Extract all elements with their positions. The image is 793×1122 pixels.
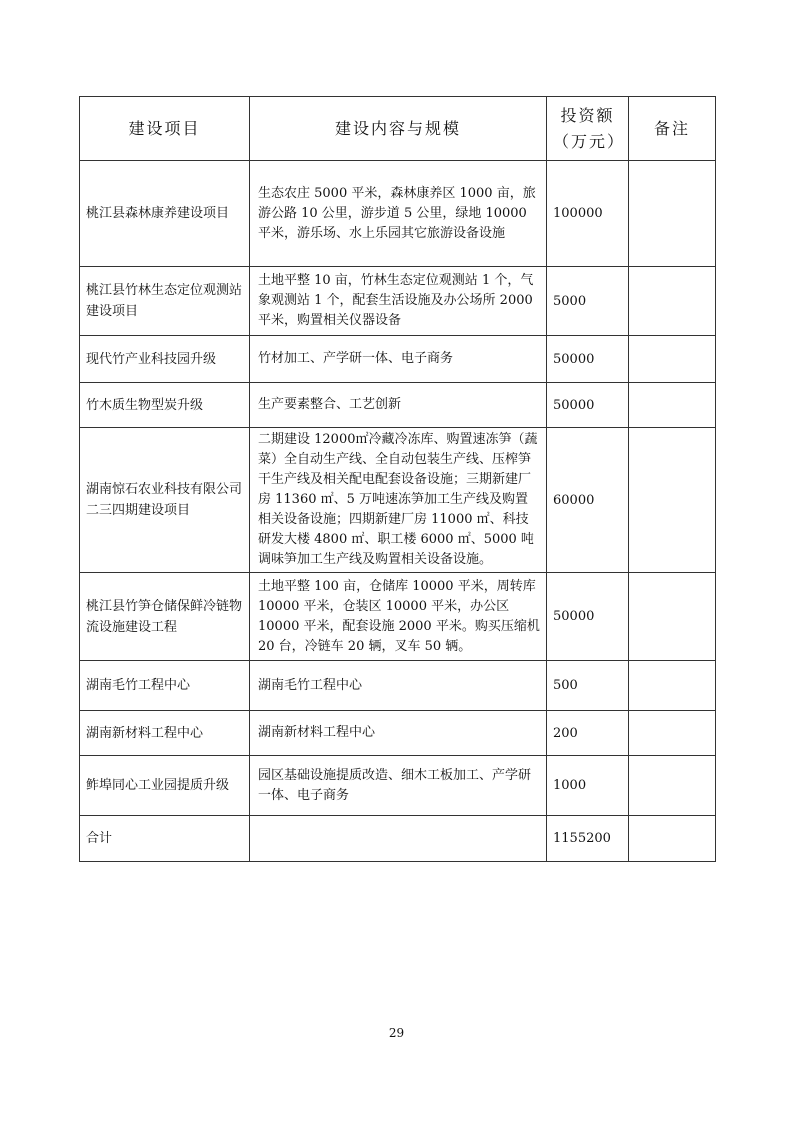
- cell-content: 生态农庄 5000 平米，森林康养区 1000 亩，旅游公路 10 公里，游步道 5 公里，绿地 10000 平米，游乐场、水上乐园其它旅游设备设施: [250, 161, 547, 267]
- cell-remarks: [629, 661, 716, 711]
- total-row: [80, 816, 716, 862]
- cell-content: 土地平整 100 亩，仓储库 10000 平米，周转库 10000 平米，仓装区 10000 平米，办公区 10000 平米，配套设施 2000 平米。购买压缩机 20 台，冷链车 20 辆，叉车 50 辆。: [250, 573, 547, 661]
- cell-investment: 1000: [547, 756, 629, 816]
- cell-investment: 60000: [547, 428, 629, 573]
- header-investment: [547, 97, 629, 161]
- page-number: 29: [388, 1026, 405, 1040]
- cell-content: 湖南新材料工程中心: [250, 711, 547, 756]
- cell-project: 桃江县森林康养建设项目: [80, 161, 250, 267]
- cell-content: 生产要素整合、工艺创新: [250, 383, 547, 428]
- cell-project: 鲊埠同心工业园提质升级: [80, 756, 250, 816]
- cell-investment: 50000: [547, 383, 629, 428]
- header-investment-line1: 投资额: [560, 105, 615, 125]
- cell-content: 二期建设 12000㎡冷藏冷冻库、购置速冻笋（蔬菜）全自动生产线、全自动包装生产线、压榨笋干生产线及相关配电配套设备设施；三期新建厂房 11360 ㎡、5 万吨速冻笋加工生产线及购置相关设备设施；四期新建厂房 11000 ㎡、科技研发大楼 4800 ㎡、职工楼 6000 ㎡、5000 吨调味笋加工生产线及购置相关设备设施。: [250, 428, 547, 573]
- table-row: [80, 756, 716, 816]
- cell-content: 竹材加工、产学研一体、电子商务: [250, 336, 547, 383]
- total-label: 合计: [80, 816, 250, 862]
- cell-remarks: [629, 267, 716, 336]
- cell-project: 桃江县竹林生态定位观测站建设项目: [80, 267, 250, 336]
- cell-investment: 50000: [547, 573, 629, 661]
- cell-investment: 500: [547, 661, 629, 711]
- cell-content: 土地平整 10 亩，竹林生态定位观测站 1 个，气象观测站 1 个，配套生活设施及办公场所 2000 平米，购置相关仪器设备: [250, 267, 547, 336]
- table-row: [80, 267, 716, 336]
- cell-remarks: [629, 573, 716, 661]
- cell-content: 园区基础设施提质改造、细木工板加工、产学研一体、电子商务: [250, 756, 547, 816]
- cell-content: 湖南毛竹工程中心: [250, 661, 547, 711]
- table-row: [80, 661, 716, 711]
- cell-remarks: [629, 383, 716, 428]
- cell-investment: 100000: [547, 161, 629, 267]
- cell-investment: 200: [547, 711, 629, 756]
- cell-investment: 5000: [547, 267, 629, 336]
- investment-table: [79, 96, 716, 862]
- total-content: [250, 816, 547, 862]
- cell-project: 桃江县竹笋仓储保鲜冷链物流设施建设工程: [80, 573, 250, 661]
- cell-remarks: [629, 756, 716, 816]
- cell-project: 湖南新材料工程中心: [80, 711, 250, 756]
- table-row: [80, 161, 716, 267]
- table-row: [80, 573, 716, 661]
- header-investment-line2: （万元）: [553, 131, 626, 151]
- cell-project: 湖南惊石农业科技有限公司二三四期建设项目: [80, 428, 250, 573]
- cell-remarks: [629, 161, 716, 267]
- cell-project: 湖南毛竹工程中心: [80, 661, 250, 711]
- total-remarks: [629, 816, 716, 862]
- header-row: [80, 97, 716, 161]
- table-row: [80, 336, 716, 383]
- table-row: [80, 383, 716, 428]
- header-content: 建设内容与规模: [250, 97, 547, 161]
- cell-project: 竹木质生物型炭升级: [80, 383, 250, 428]
- header-project: 建设项目: [80, 97, 250, 161]
- cell-investment: 50000: [547, 336, 629, 383]
- header-remarks: 备注: [629, 97, 716, 161]
- cell-project: 现代竹产业科技园升级: [80, 336, 250, 383]
- cell-remarks: [629, 711, 716, 756]
- total-investment: 1155200: [547, 816, 629, 862]
- table-row: [80, 711, 716, 756]
- cell-remarks: [629, 428, 716, 573]
- table-row: [80, 428, 716, 573]
- cell-remarks: [629, 336, 716, 383]
